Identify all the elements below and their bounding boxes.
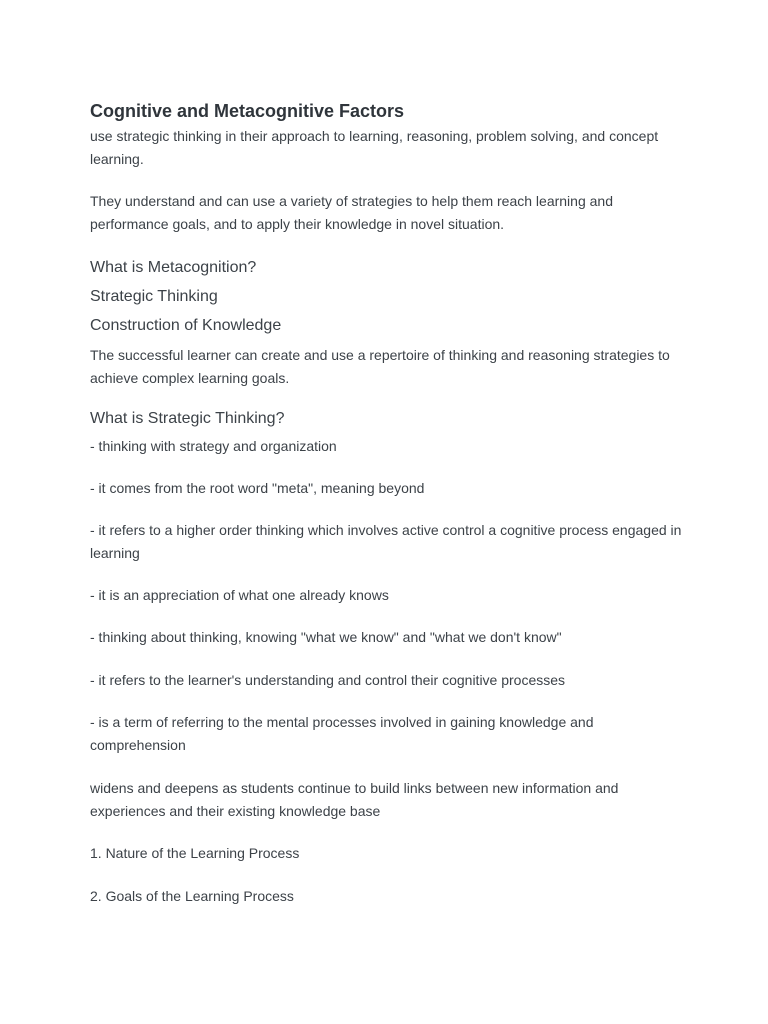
list-item-goals-of-learning: 2. Goals of the Learning Process [90,888,294,904]
document-title: Cognitive and Metacognitive Factors [90,101,405,121]
list-item-thinking-about-thinking: - thinking about thinking, knowing "what we know" and "what we don't know" [90,629,562,645]
paragraph-successful-learner: The successful learner can create and use a repertoire of thinking and reasoning strategies to achieve complex learning goals. [90,347,670,386]
heading-construction-of-knowledge: Construction of Knowledge [90,317,282,334]
list-item-strategy-organization: - thinking with strategy and organization [90,438,337,454]
paragraph-widens-and-deepens: widens and deepens as students continue to build links between new information and experiences and their existing knowledge base [90,780,619,819]
list-item-root-word-meta: - it comes from the root word "meta", meaning beyond [90,480,425,496]
list-item-mental-processes: - is a term of referring to the mental processes involved in gaining knowledge and comprehension [90,714,594,753]
heading-what-is-metacognition: What is Metacognition? [90,259,257,276]
list-item-learner-understanding: - it refers to the learner's understanding and control their cognitive processes [90,672,566,688]
document-page [90,99,690,908]
list-item-appreciation: - it is an appreciation of what one already knows [90,587,389,603]
heading-strategic-thinking: Strategic Thinking [90,288,218,305]
paragraph-variety-of-strategies: They understand and can use a variety of strategies to help them reach learning and performance goals, and to apply their knowledge in novel situation. [90,193,613,232]
heading-what-is-strategic-thinking: What is Strategic Thinking? [90,410,285,427]
list-item-nature-of-learning: 1. Nature of the Learning Process [90,845,300,861]
paragraph-strategic-approach: use strategic thinking in their approach to learning, reasoning, problem solving, and concept learning. [90,128,659,167]
list-item-higher-order-thinking: - it refers to a higher order thinking which involves active control a cognitive process engaged in learning [90,522,682,561]
